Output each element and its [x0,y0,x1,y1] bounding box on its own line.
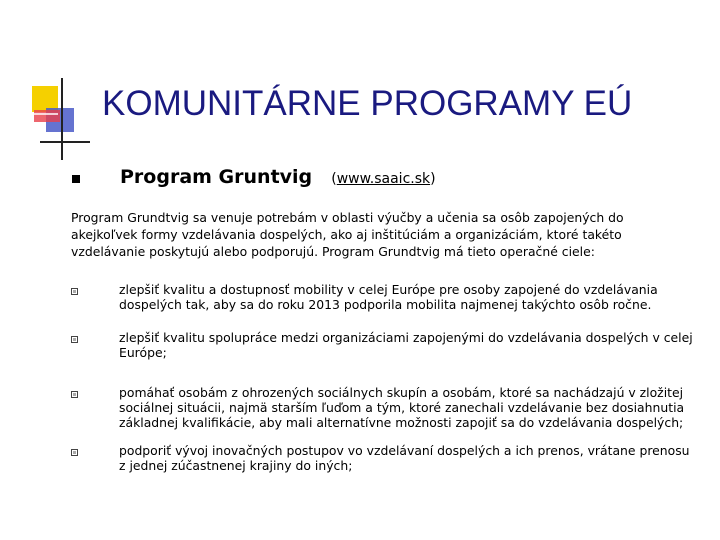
intro-paragraph: Program Grundtvig sa venuje potrebám v oblasti výučby a učenia sa osôb zapojených do akejkoľvek formy vzdelávania dospelých, ako aj inštitúciám a organizáciám, ktoré takéto vzdelávanie poskytujú alebo podporujú. Program Grundtvig má tieto operačné ciele: [71,210,624,259]
objectives-list [71,282,699,473]
decorative-squares-logo [30,78,90,160]
saaic-link[interactable]: www.saaic.sk [336,171,431,187]
program-name: Program Gruntvig [120,166,313,188]
checkbox-bullet-icon [71,449,78,456]
checkbox-bullet-icon [71,288,78,295]
program-link-wrap: (www.saaic.sk) [331,171,436,187]
checkbox-bullet-icon [71,391,78,398]
list-item: podporiť vývoj inovačných postupov vo vzdelávaní dospelých a ich prenos, vrátane prenosu z jednej zúčastnenej krajiny do iných; [71,443,699,473]
program-heading [120,166,436,188]
list-item: zlepšiť kvalitu a dostupnosť mobility v celej Európe pre osoby zapojené do vzdelávania dospelých tak, aby sa do roku 2013 podporila mobilita najmenej takýchto osôb ročne. [71,282,699,312]
checkbox-bullet-icon [71,336,78,343]
slide-title: KOMUNITÁRNE PROGRAMY EÚ [102,84,633,123]
list-item: pomáhať osobám z ohrozených sociálnych skupín a osobám, ktoré sa nachádzajú v zložitej sociálnej situácii, najmä starším ľuďom a tým, ktoré zanechali vzdelávanie bez dosiahnutia základnej kvalifikácie, aby mali alternatívne možnosti zapojiť sa do vzdelávania dospelých; [71,385,699,430]
list-item: zlepšiť kvalitu spolupráce medzi organizáciami zapojenými do vzdelávania dospelých v celej Európe; [71,330,699,360]
square-bullet-icon [72,175,80,183]
